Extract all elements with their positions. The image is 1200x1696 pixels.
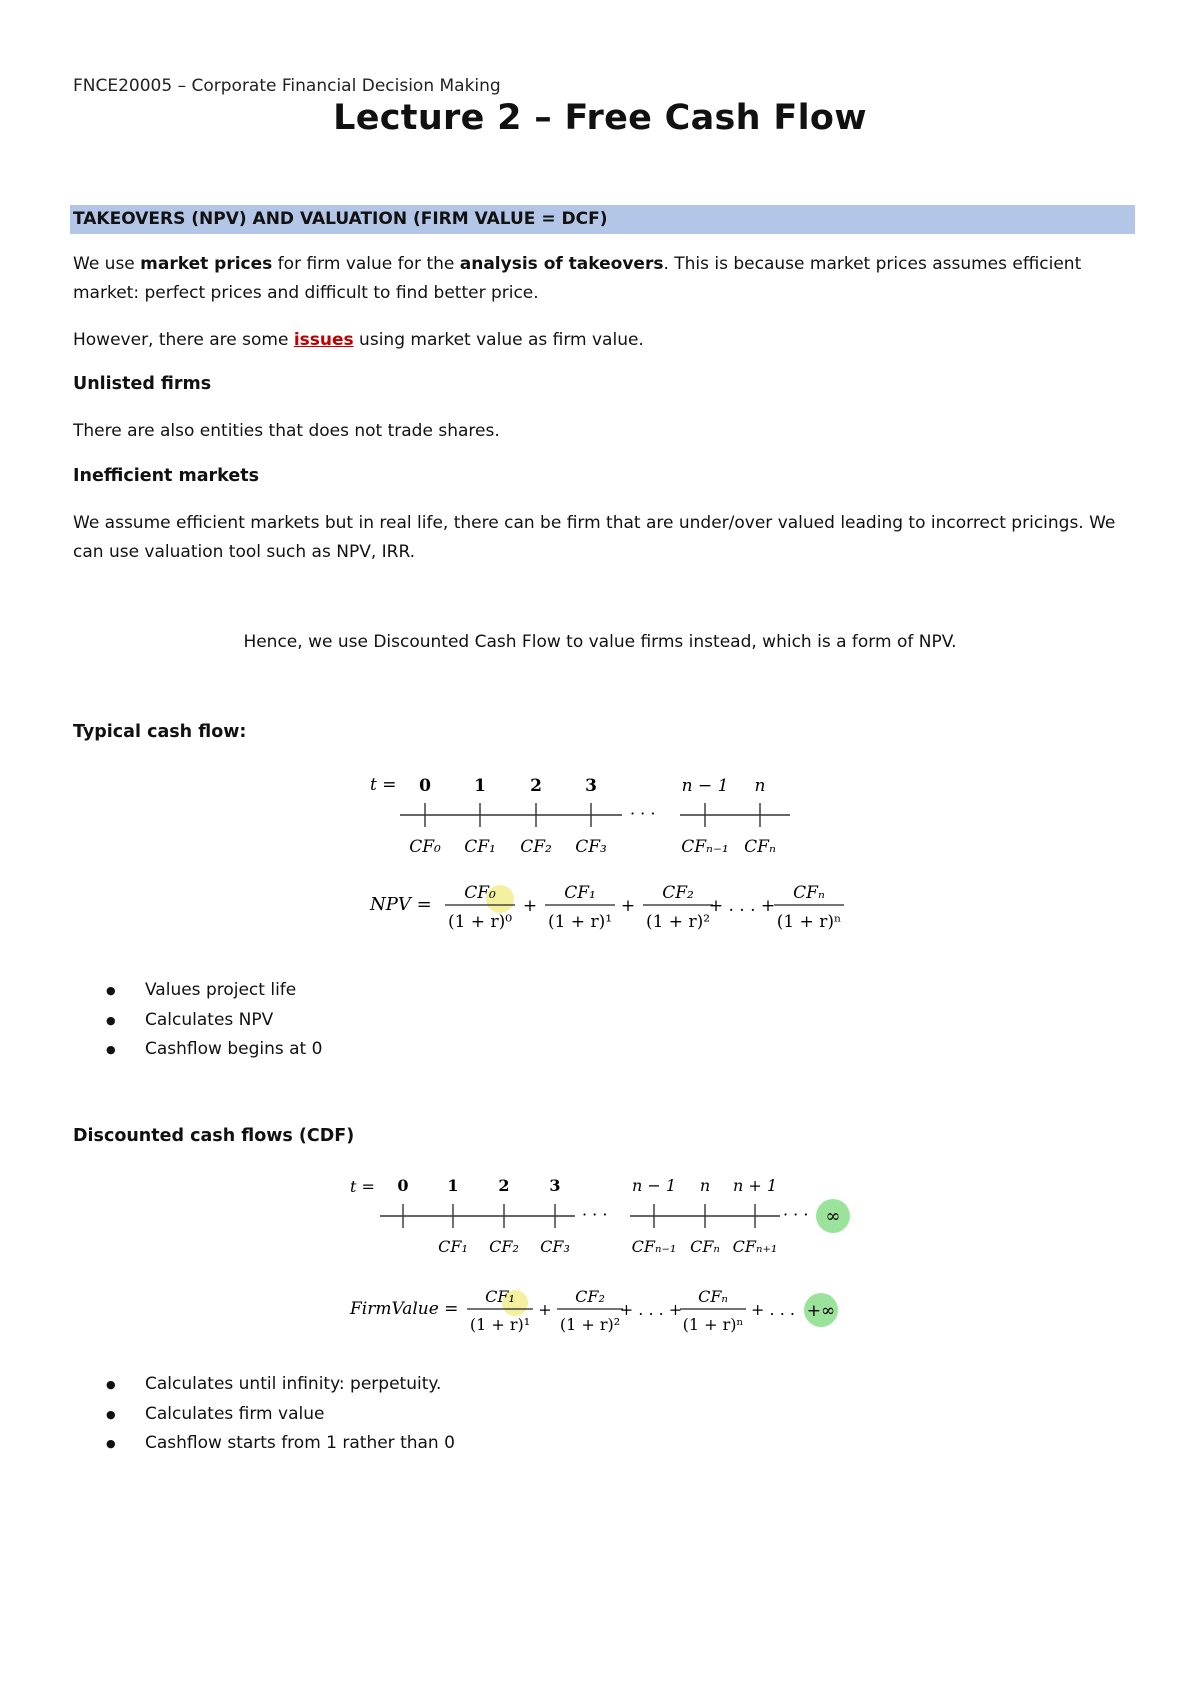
tail-ellipsis: + . . . (751, 1300, 795, 1319)
cf-2: CF₂ (489, 1237, 519, 1256)
period-n-1: n − 1 (631, 1176, 677, 1195)
unlisted-firms-heading: Unlisted firms (73, 374, 212, 394)
typical-cash-flow-heading: Typical cash flow: (73, 722, 247, 742)
list-item: ● Calculates until infinity: perpetuity. (100, 1370, 455, 1400)
ellipsis-plus: + . . . + (708, 896, 776, 916)
para2-text-1: However, there are some (73, 330, 294, 350)
npv-num-2: CF₂ (662, 883, 694, 903)
list-item: ● Cashflow starts from 1 rather than 0 (100, 1429, 455, 1459)
fv-num-2: CF₂ (575, 1287, 605, 1306)
typical-bullet-list (100, 976, 322, 1065)
para1-text-3: . This is because market prices assumes efficient market: perfect prices and difficult to find better price. (73, 254, 1082, 303)
npv-den-2: (1 + r)² (645, 912, 711, 932)
issues-emphasis: issues (293, 330, 354, 350)
t-label: t = (350, 1177, 375, 1196)
cf-3: CF₃ (575, 837, 607, 857)
cf-n: CFₙ (744, 837, 776, 857)
unlisted-firms-text: There are also entities that does not trade shares. (73, 421, 500, 441)
npv-num-0: CF₀ (464, 883, 496, 903)
npv-den-n: (1 + r)ⁿ (776, 912, 842, 932)
cf-3: CF₃ (540, 1237, 570, 1256)
fv-num-1: CF₁ (485, 1287, 515, 1306)
fv-den-1: (1 + r)¹ (469, 1315, 531, 1334)
cf-n: CFₙ (690, 1237, 720, 1256)
npv-den-0: (1 + r)⁰ (447, 912, 513, 932)
cf-n-plus-1: CFₙ₊₁ (732, 1237, 778, 1256)
period-n: n (699, 1176, 711, 1195)
para1-text-1: We use (73, 254, 141, 274)
cf-n-1: CFₙ₋₁ (631, 1237, 677, 1256)
dcf-diagram (345, 1172, 865, 1347)
section-heading: TAKEOVERS (NPV) AND VALUATION (FIRM VALUE = DCF) (73, 209, 608, 229)
infinity-symbol: ∞ (825, 1206, 841, 1227)
npv-lhs: NPV = (370, 894, 432, 915)
timeline-dots: · · · (630, 804, 656, 823)
cf-n-1: CFₙ₋₁ (681, 837, 729, 857)
paragraph-market-prices (73, 250, 1133, 308)
npv-den-1: (1 + r)¹ (547, 912, 613, 932)
hence-statement: Hence, we use Discounted Cash Flow to value firms instead, which is a form of NPV. (243, 632, 957, 652)
para1-bold-2: analysis of takeovers (459, 254, 664, 274)
firm-value-lhs: FirmValue = (350, 1299, 459, 1319)
period-0: 0 (397, 1176, 409, 1195)
plus-1: + (522, 896, 538, 916)
dcf-heading: Discounted cash flows (CDF) (73, 1126, 355, 1146)
period-1: 1 (474, 776, 486, 796)
cf-1: CF₁ (464, 837, 496, 857)
typical-cash-flow-diagram (360, 770, 860, 945)
paragraph-issues (73, 326, 1133, 355)
period-2: 2 (530, 776, 542, 796)
plus-infinity: +∞ (806, 1301, 836, 1321)
period-n: n (754, 776, 766, 796)
period-2: 2 (498, 1176, 510, 1195)
period-1: 1 (447, 1176, 459, 1195)
period-n-1: n − 1 (681, 776, 729, 796)
fv-den-n: (1 + r)ⁿ (682, 1315, 744, 1334)
period-3: 3 (549, 1176, 561, 1195)
timeline-dots-middle: · · · (582, 1205, 608, 1224)
inefficient-markets-heading: Inefficient markets (73, 466, 260, 486)
period-0: 0 (419, 776, 431, 796)
para1-bold-1: market prices (140, 254, 273, 274)
npv-num-n: CFₙ (793, 883, 825, 903)
timeline-dots-end: · · · (783, 1205, 809, 1224)
list-item: ● Calculates NPV (100, 1006, 322, 1036)
inefficient-markets-text: We assume efficient markets but in real life, there can be firm that are under/over valued leading to incorrect pricings. We can use valuation tool such as NPV, IRR. (73, 513, 1116, 562)
list-item: ● Calculates firm value (100, 1400, 455, 1430)
ellipsis-plus: + . . . + (619, 1300, 683, 1319)
npv-num-1: CF₁ (564, 883, 596, 903)
period-n-plus-1: n + 1 (732, 1176, 778, 1195)
period-3: 3 (585, 776, 597, 796)
cf-1: CF₁ (438, 1237, 468, 1256)
dcf-bullet-list (100, 1370, 455, 1459)
page-title: Lecture 2 – Free Cash Flow (333, 98, 867, 138)
para2-text-2: using market value as firm value. (353, 330, 644, 350)
list-item: ● Cashflow begins at 0 (100, 1035, 322, 1065)
cf-0: CF₀ (409, 837, 441, 857)
course-title: FNCE20005 – Corporate Financial Decision Making (73, 76, 501, 96)
plus-2: + (620, 896, 636, 916)
t-label: t = (370, 775, 397, 795)
fv-den-2: (1 + r)² (559, 1315, 621, 1334)
list-item: ● Values project life (100, 976, 322, 1006)
cf-2: CF₂ (520, 837, 552, 857)
para1-text-2: for firm value for the (272, 254, 460, 274)
plus-1: + (538, 1300, 552, 1319)
fv-num-n: CFₙ (698, 1287, 728, 1306)
